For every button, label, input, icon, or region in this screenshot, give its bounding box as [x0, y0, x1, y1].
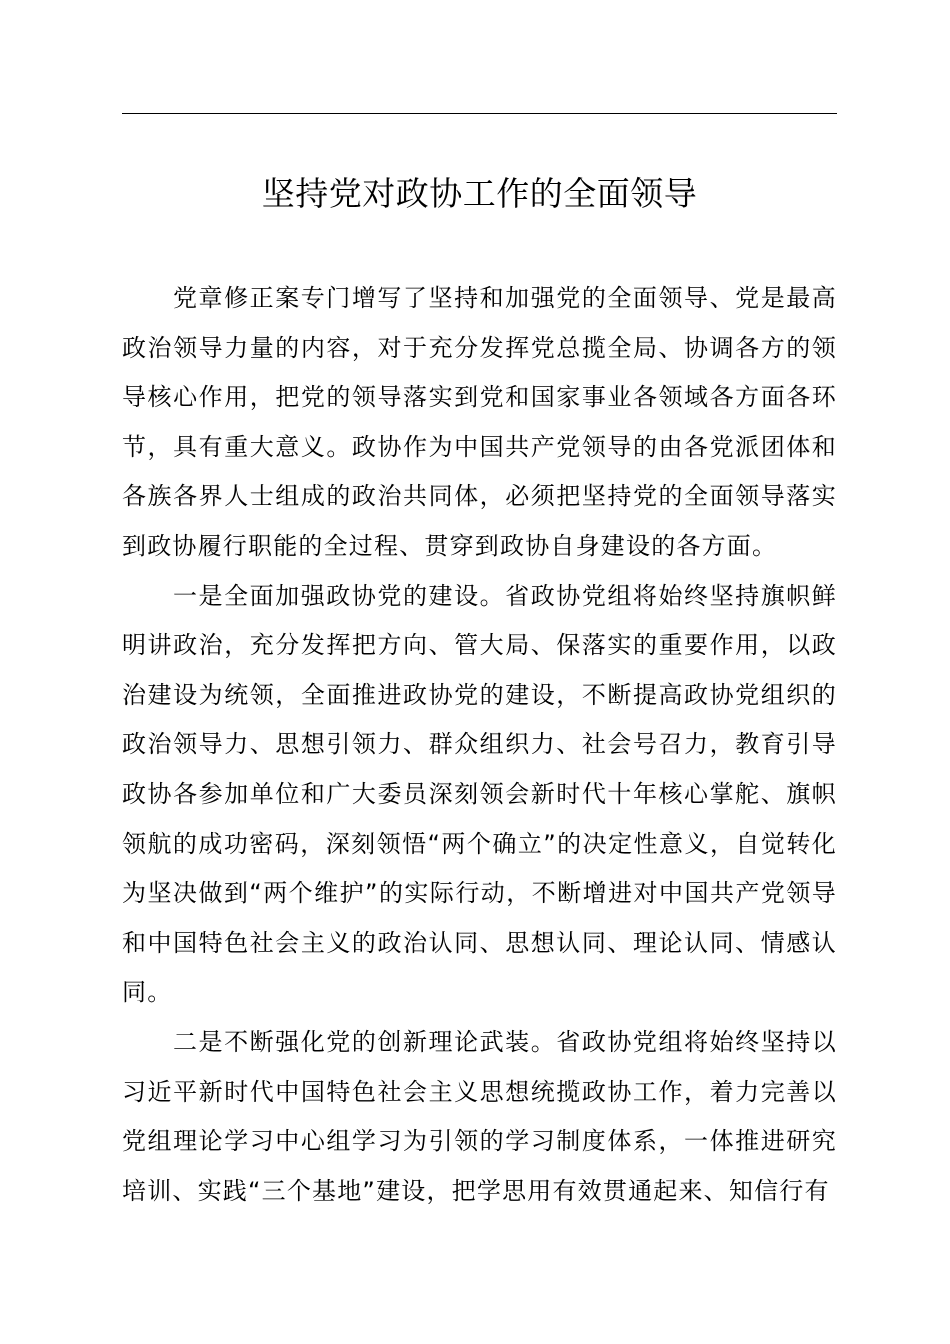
header-rule [122, 113, 837, 114]
paragraph-intro: 党章修正案专门增写了坚持和加强党的全面领导、党是最高政治领导力量的内容，对于充分发挥党总揽全局、协调各方的领导核心作用，把党的领导落实到党和国家事业各领域各方面各环节，具有重大意义。政协作为中国共产党领导的由各党派团体和各族各界人士组成的政治共同体，必须把坚持党的全面领导落实到政协履行职能的全过程、贯穿到政协自身建设的各方面。 [122, 284, 837, 560]
paragraph-point-two: 二是不断强化党的创新理论武装。省政协党组将始终坚持以习近平新时代中国特色社会主义思想统揽政协工作，着力完善以党组理论学习中心组学习为引领的学习制度体系，一体推进研究培训、实践“三个基地”建设，把学思用有效贯通起来、知信行有 [122, 1027, 837, 1205]
paragraph-point-one: 一是全面加强政协党的建设。省政协党组将始终坚持旗帜鲜明讲政治，充分发挥把方向、管大局、保落实的重要作用，以政治建设为统领，全面推进政协党的建设，不断提高政协党组织的政治领导力、思想引领力、群众组织力、社会号召力，教育引导政协各参加单位和广大委员深刻领会新时代十年核心掌舵、旗帜领航的成功密码，深刻领悟“两个确立”的决定性意义，自觉转化为坚决做到“两个维护”的实际行动，不断增进对中国共产党领导和中国特色社会主义的政治认同、思想认同、理论认同、情感认同。 [122, 581, 837, 1007]
document-body [122, 274, 837, 1216]
document-title: 坚持党对政协工作的全面领导 [261, 174, 698, 213]
